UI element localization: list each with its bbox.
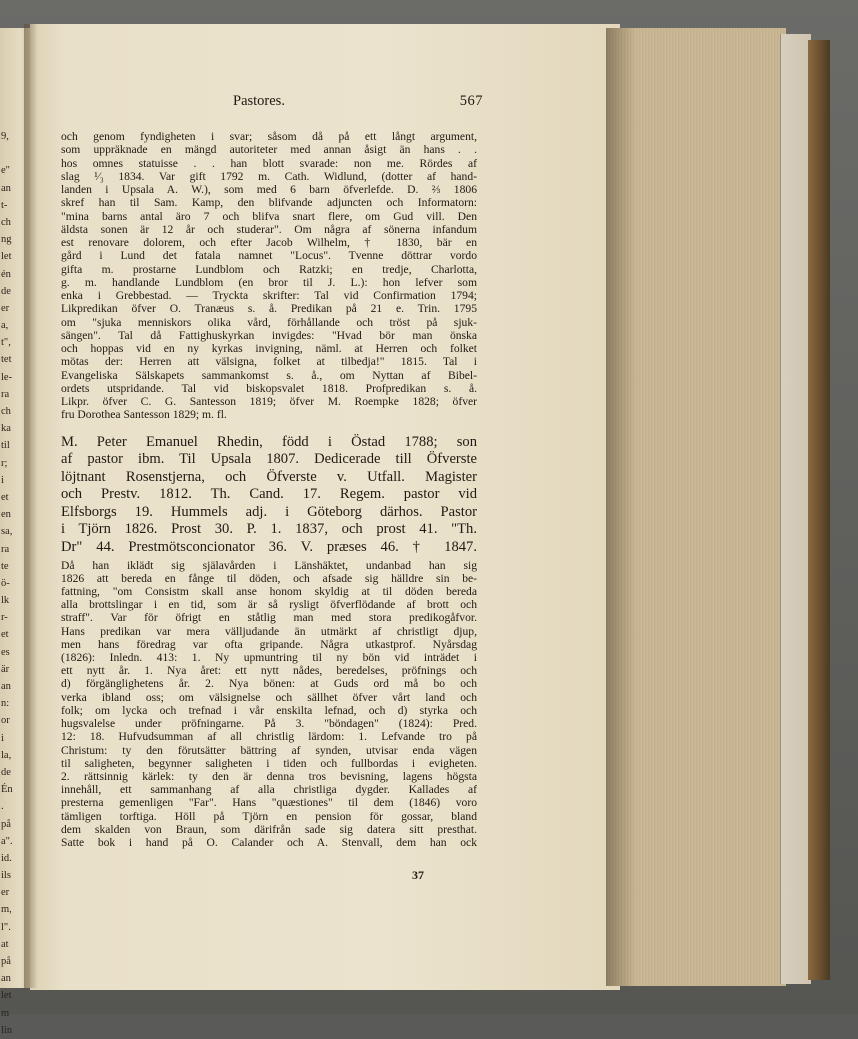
margin-fragment: er	[1, 887, 10, 899]
margin-fragment: .	[1, 801, 4, 813]
margin-fragment: på	[1, 818, 11, 830]
book-cover-board	[780, 34, 811, 984]
gutter-shadow	[24, 24, 38, 988]
margin-fragment: en	[1, 509, 11, 521]
book-cover-spine	[808, 40, 830, 980]
heading-line: M. Peter Emanuel Rhedin, född i Östad 1788; son	[61, 433, 477, 450]
running-head: Pastores.	[233, 93, 285, 109]
margin-fragment: ch	[1, 406, 11, 417]
text-line: 2. rättsinnig kärlek: ty den är denna tros bevisning, lagens högsta	[61, 769, 477, 783]
heading-line: Elfsborgs 19. Hummels adj. i Göteborg därhos. Pastor	[61, 503, 477, 520]
text-line: alla brottslingar i en tid, som är så rysligt öfverflödande af brott och	[61, 598, 477, 612]
text-line: Evangeliska Sälskapets sammankomst s. å., om Nyttan af Bibel-	[61, 368, 477, 382]
paragraph-previous-entry	[61, 130, 477, 422]
text-line: men hans föredrag var ofta gripande. Några utkastprof. Nyårsdag	[61, 637, 477, 651]
margin-fragment: är	[1, 663, 10, 675]
text-line: Likpr. öfver C. G. Santesson 1819; öfver M. Roempke 1828; öfver	[61, 395, 477, 408]
margin-fragment: m	[1, 1007, 10, 1019]
text-line: gifta m. prostarne Lundblom och Ratzki; en tredje, Charlotta,	[61, 262, 477, 276]
margin-fragment: lin	[1, 1024, 13, 1036]
margin-fragment: id.	[1, 852, 12, 864]
margin-fragment: e"	[1, 165, 10, 177]
margin-fragment: ils	[1, 870, 11, 882]
text-line: som uppräknade en mängd autoriteter med annan åsigt än hans . .	[61, 143, 477, 157]
text-line: (1826): Inledn. 413: 1. Ny upmuntring til ny bön vid inträdet i	[61, 651, 477, 665]
text-line: hugsvalelse under pröfningarne. På 3. "böndagen" (1824): Pred.	[61, 717, 477, 731]
paragraph-rhedin-biography	[61, 559, 477, 849]
margin-fragment: te	[1, 560, 9, 572]
text-line: Christum: ty den förutsätter bättring af synden, utvisar enda vägen	[61, 743, 477, 757]
text-line: folk; om lycka och trefnad i vår enskilta lefnad, och d) styrka och	[61, 703, 477, 717]
text-line: tämligen torftiga. Höll på Tjörn en pension för gossar, bland	[61, 809, 477, 823]
margin-fragment: l".	[1, 921, 11, 933]
text-line: fru Dorothea Santesson 1829; m. fl.	[61, 408, 227, 422]
margin-fragment: én	[1, 268, 11, 280]
page-text	[61, 130, 477, 849]
margin-fragment: lk	[1, 595, 10, 607]
text-line: ett nytt år. 1. Nya året: ett nytt nådes, beredelses, pröfnings och	[61, 664, 477, 678]
text-line: straff". Var för öfrigt en ståtlig man med stora predikogåfvor.	[61, 611, 477, 625]
margin-fragment: ö-	[1, 577, 10, 589]
text-line: skref han til Sam. Kamp, den blifvande adjuncten och Informatorn:	[61, 196, 477, 210]
margin-fragment: a".	[1, 835, 13, 847]
text-line: äldsta sonen är 12 år och studerar". Om några af sönerna infandum	[61, 222, 477, 236]
heading-line: löjtnant Rosenstjerna, och Öfverste v. Utfall. Magister	[61, 468, 477, 485]
margin-fragment: es	[1, 646, 10, 658]
text-line: 1826 att bereda en fånge til döden, och afsade sig hälldre sin be-	[61, 571, 477, 585]
text-line: gård i Lund det fatala namnet "Locus". Tvenne döttrar vordo	[61, 249, 477, 263]
margin-fragment: let	[1, 990, 12, 1002]
margin-fragment: la,	[1, 749, 12, 761]
margin-fragment: ng	[1, 234, 12, 246]
entry-heading-rhedin	[61, 434, 477, 557]
text-line: dem skalden von Braun, som därifrån sade sig datera sitt presthat.	[61, 822, 477, 836]
margin-fragment: an	[1, 973, 11, 985]
margin-fragment: t-	[1, 199, 8, 211]
text-line: landen i Upsala A. W.), som med 6 barn öfverlefde. D. ⅔ 1806	[61, 183, 477, 196]
margin-fragment: til	[1, 440, 10, 452]
text-line: och genom fyndigheten i svar; såsom då på ett långt argument,	[61, 130, 477, 143]
margin-fragment: or	[1, 715, 10, 727]
margin-fragment: de	[1, 285, 11, 297]
margin-fragment: sa,	[1, 526, 13, 538]
margin-fragment: let	[1, 251, 12, 263]
text-line: innehåll, ett sammanhang af alla christliga dygder. Kallades af	[61, 783, 477, 797]
margin-fragment: i	[1, 732, 4, 744]
heading-line: af pastor ibm. Til Upsala 1807. Dedicerade till Öfverste	[61, 451, 477, 468]
text-line: Satte bok i hand på O. Calander och A. Stenvall, dem han ock	[61, 835, 477, 849]
margin-fragment: m,	[1, 904, 12, 916]
heading-line: i Tjörn 1826. Prost 30. P. 1. 1837, och prost 41. "Th.	[61, 521, 477, 538]
page-header	[233, 93, 483, 113]
margin-fragment: ka	[1, 423, 11, 435]
page-edge-shadow	[606, 28, 636, 986]
margin-fragment: r-	[1, 612, 8, 624]
text-line: til saligheten, begynner saligheten i tiden och fullbordas i evigheten.	[61, 756, 477, 770]
margin-fragment: ch	[1, 216, 11, 228]
signature-mark: 37	[412, 868, 424, 882]
margin-fragment: a,	[1, 320, 9, 332]
text-line: fattning, "om Consistm skall anse honom skyldig at til döden bereda	[61, 585, 477, 599]
margin-fragment: er	[1, 302, 10, 314]
text-line: est renovare dolorem, och efter Jacob Wilhelm, † 1830, bär en	[61, 236, 477, 249]
heading-line: Dr" 44. Prestmötsconcionator 36. V. præses 46. † 1847.	[61, 539, 477, 556]
margin-fragment: på	[1, 956, 11, 967]
margin-fragment: ra	[1, 388, 10, 400]
margin-fragment: an	[1, 182, 11, 194]
text-line: och hoppas vid en ny kyrkas invigning, näml. at Herren och folket	[61, 342, 477, 355]
text-line: presterna gemenligen "Far". Hans "quæstiones" til dem (1846) voro	[61, 796, 477, 810]
text-line: enka i Grebbestad. — Tryckta skrifter: Tal vid Confirmation 1794;	[61, 289, 477, 302]
text-line: Hans predikan var mera välljudande än utmärkt af christligt djup,	[61, 624, 477, 638]
margin-fragment: an	[1, 681, 11, 692]
text-line: verka ibland oss; om välsignelse och sällhet öfver vårt land och	[61, 690, 477, 704]
page-number: 567	[459, 93, 483, 109]
text-line: 12: 18. Hufvudsumman af all christlig lärdom: 1. Lefvande tro på	[61, 730, 477, 744]
text-line: Då han iklädt sig själavården i Länshäktet, undanbad han sig	[61, 558, 477, 572]
margin-fragment: le-	[1, 371, 13, 383]
text-line: d) förgänglighetens år. 2. Nya bönen: at Guds ord må bo och	[61, 677, 477, 691]
margin-fragment: t",	[1, 337, 11, 349]
margin-fragment: 9,	[1, 131, 9, 142]
margin-fragment: r;	[1, 457, 8, 469]
text-line: g. m. handlande Lundblom (en bror til J. L.): hon lefver som	[61, 275, 477, 289]
margin-fragment: et	[1, 629, 9, 641]
text-line: sängen". Tal då Fattighuskyrkan invigdes: "Hvad bör man önska	[61, 328, 477, 342]
text-line: Likpredikan öfver O. Tranæus s. å. Predikan på 21 e. Trin. 1795	[61, 302, 477, 316]
text-line: mötas der: Herren att välsigna, folket at tilbedja!" 1815. Tal i	[61, 355, 477, 369]
margin-fragment: i	[1, 474, 4, 486]
text-line: hos omnes statuisse . . han blott svarade: non me. Rördes af	[61, 156, 477, 170]
margin-fragment: ra	[1, 543, 10, 555]
text-line: om "sjuka menniskors olika vård, förhållande och tröst på sjuk-	[61, 315, 477, 329]
margin-fragment: at	[1, 938, 9, 950]
margin-fragment: de	[1, 766, 11, 778]
margin-fragment: Én	[1, 784, 13, 796]
text-line: ordets utspridande. Tal vid biskopsvalet 1818. Profpredikan s. å.	[61, 381, 477, 395]
margin-fragment: n:	[1, 698, 10, 710]
margin-fragment: et	[1, 491, 9, 503]
heading-line: och Prestv. 1812. Th. Cand. 17. Regem. pastor vid	[61, 486, 477, 503]
text-line: "mina barns antal äro 7 och blifva snart flere, om Gud vill. Den	[61, 209, 477, 223]
margin-fragment: tet	[1, 354, 12, 366]
text-line: slag ¹⁄₃ 1834. Var gift 1792 m. Cath. Widlund, (dotter af hand-	[61, 169, 477, 183]
